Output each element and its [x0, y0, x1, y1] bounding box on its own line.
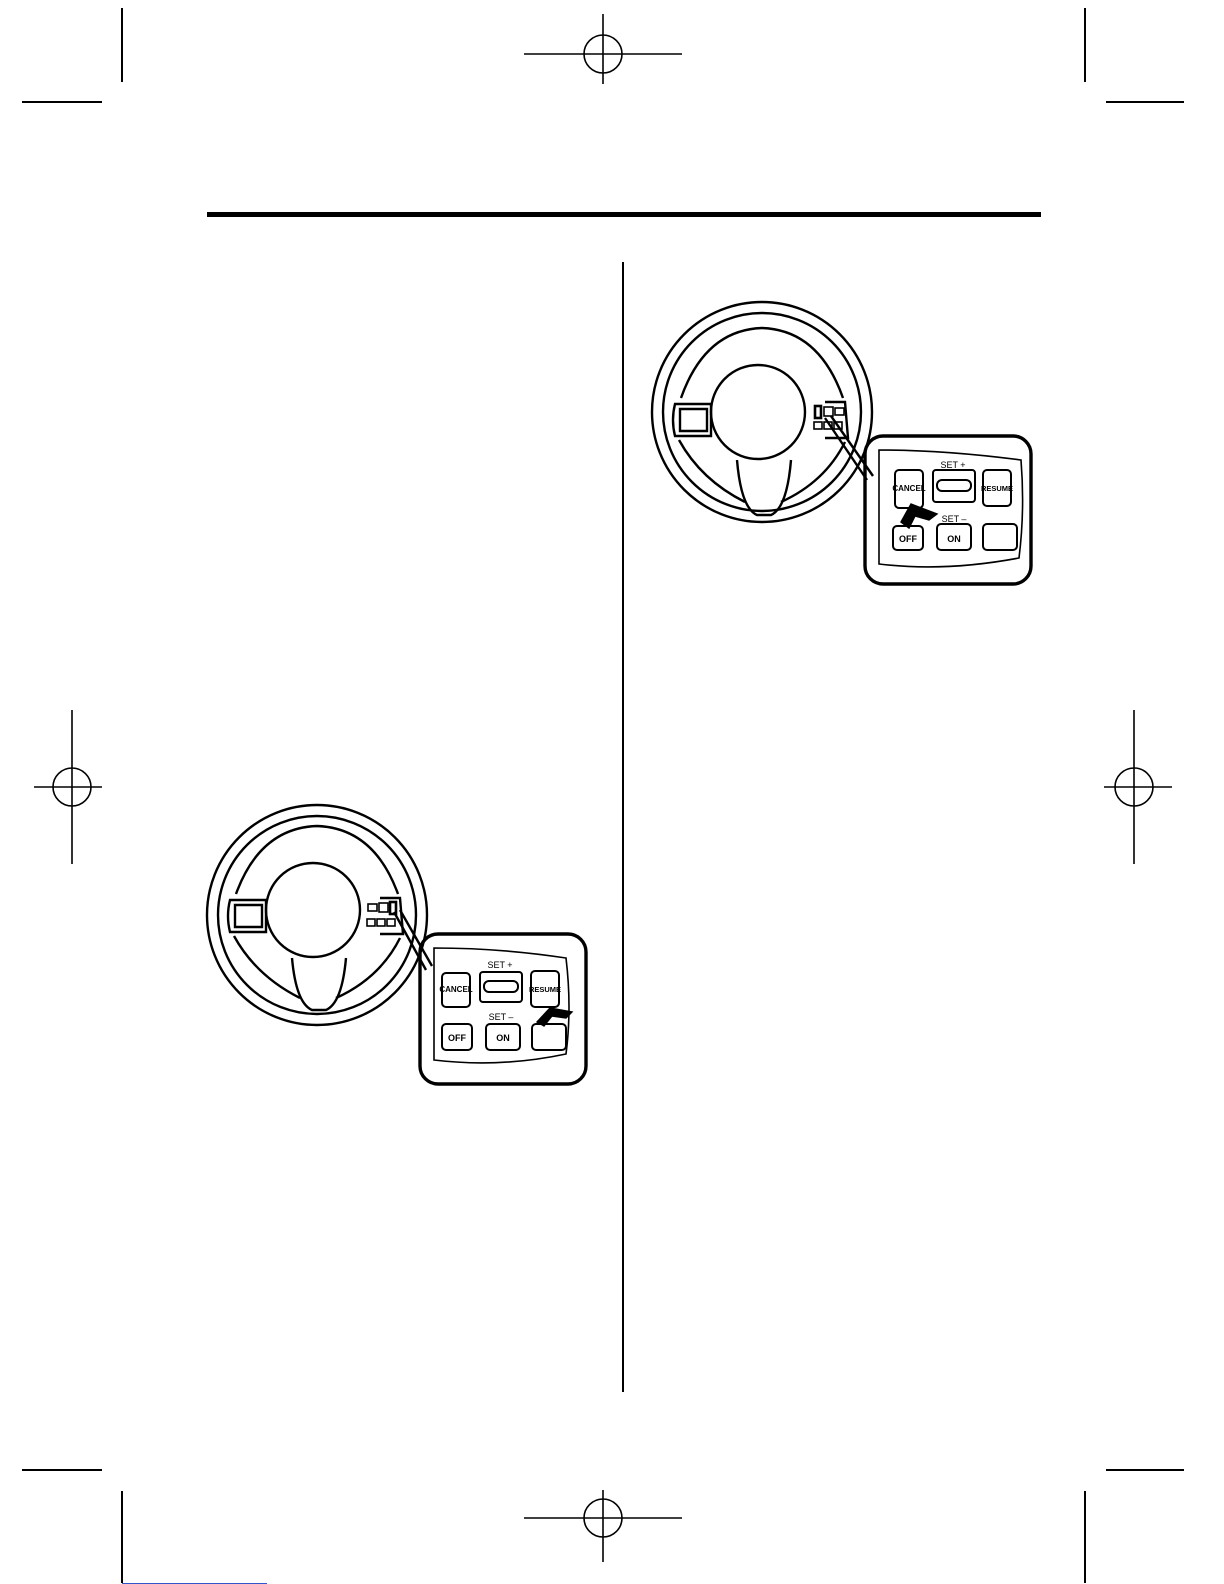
off-label: OFF — [899, 534, 917, 544]
switch-cluster-icon — [367, 902, 396, 926]
resume-label: RESUME — [528, 985, 562, 994]
steering-wheel-icon — [652, 302, 872, 522]
registration-target-bottom — [524, 1490, 682, 1562]
registration-target-left — [34, 710, 102, 864]
registration-target-top — [524, 14, 682, 84]
off-label: OFF — [448, 1033, 466, 1043]
cancel-label: CANCEL — [439, 985, 473, 994]
set-plus-label: SET + — [487, 960, 513, 970]
on-label: ON — [947, 534, 961, 544]
registration-target-right — [1104, 710, 1172, 864]
set-minus-label: SET – — [941, 514, 967, 524]
on-label: ON — [496, 1033, 510, 1043]
set-minus-label: SET – — [488, 1012, 514, 1022]
resume-label: RESUME — [980, 484, 1014, 493]
steering-wheel-figure-resume — [200, 798, 592, 1090]
set-plus-label: SET + — [940, 460, 966, 470]
cancel-label: CANCEL — [892, 484, 926, 493]
column-divider — [622, 262, 624, 1392]
header-rule — [207, 212, 1041, 217]
steering-wheel-figure-cancel — [645, 290, 1037, 590]
